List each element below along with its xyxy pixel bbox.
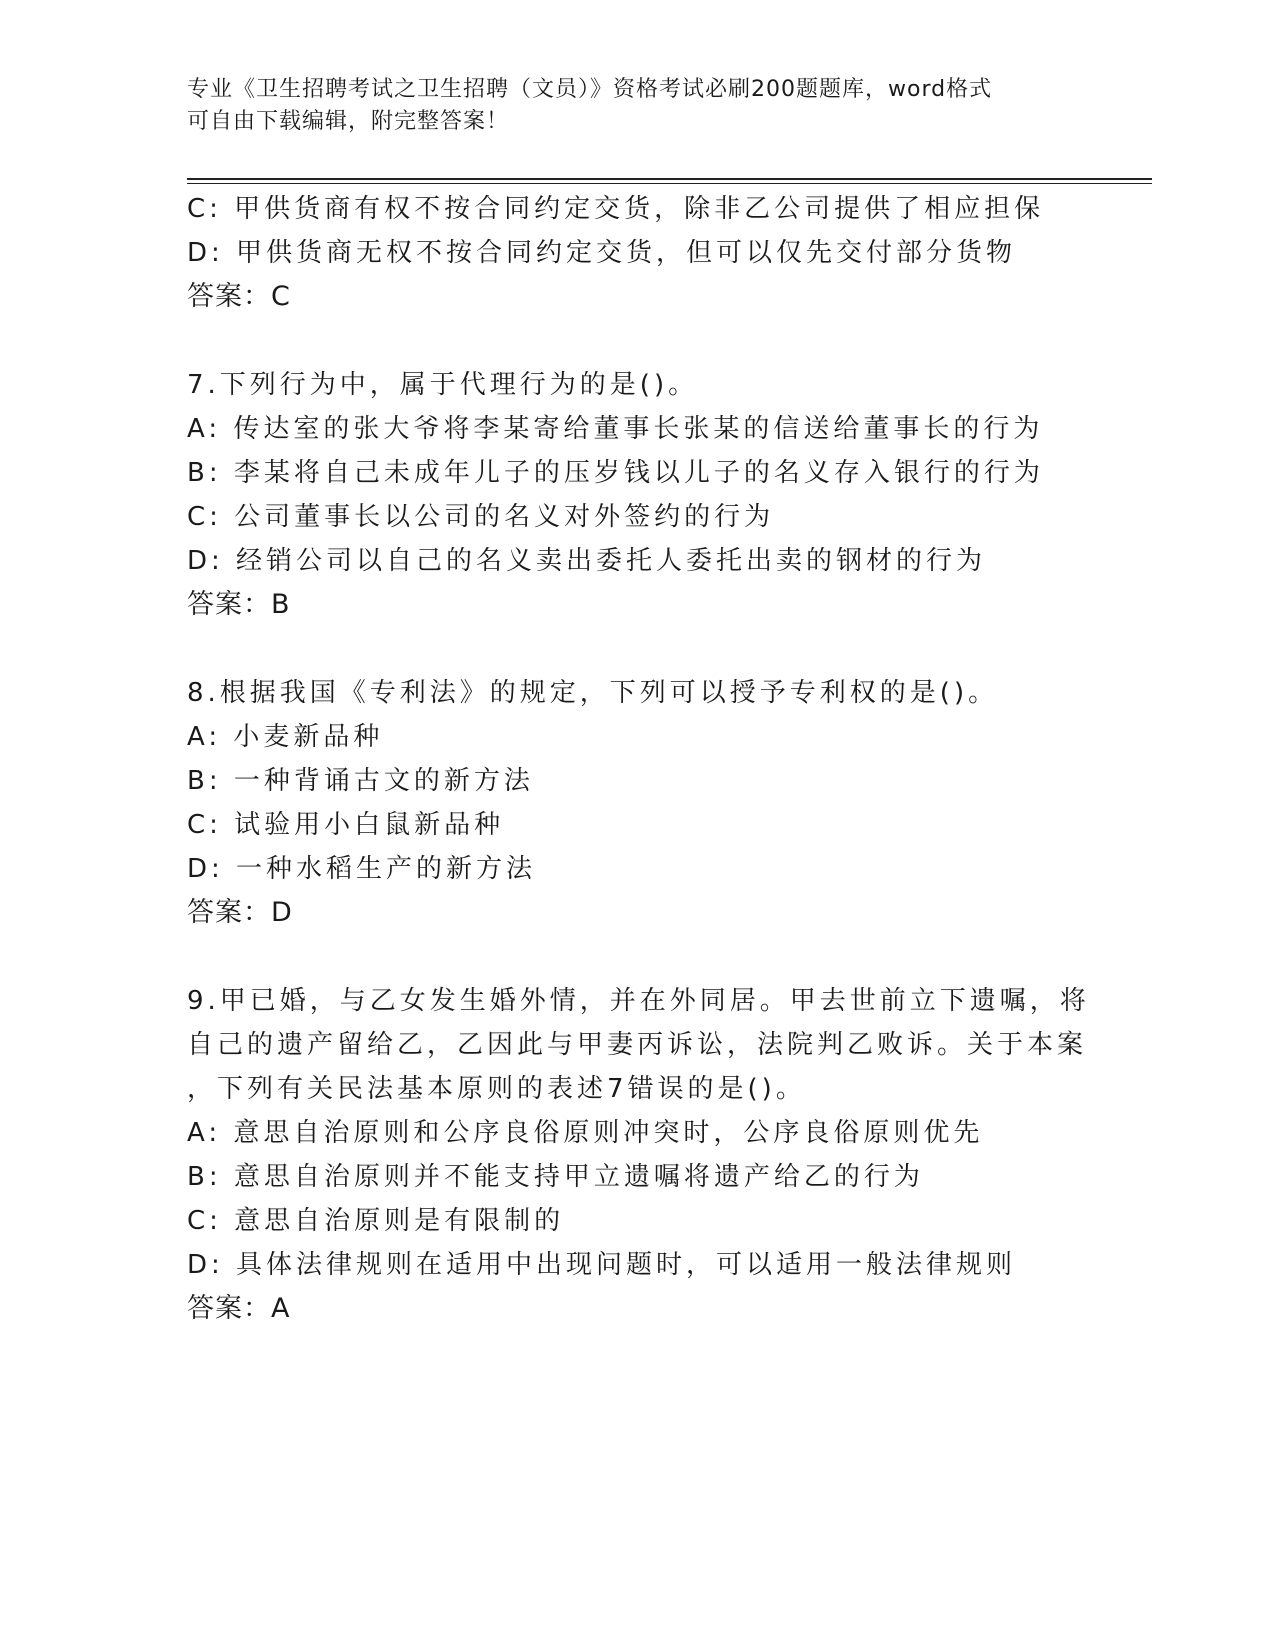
header-line-2: 可自由下载编辑，附完整答案！: [187, 109, 510, 134]
q7-option-c: C: 公司董事长以公司的名义对外签约的行为: [187, 502, 775, 532]
q8-answer: 答案：D: [187, 897, 293, 928]
q8-option-a: A: 小麦新品种: [187, 722, 384, 752]
q6-option-c: C: 甲供货商有权不按合同约定交货，除非乙公司提供了相应担保: [187, 194, 1045, 224]
q9-option-c: C: 意思自治原则是有限制的: [187, 1206, 565, 1236]
q9-stem-line-3: ，下列有关民法基本原则的表述7错误的是()。: [187, 1074, 806, 1104]
q8-stem: 8.根据我国《专利法》的规定，下列可以授予专利权的是()。: [187, 678, 999, 708]
page-header: [187, 74, 1087, 138]
q7-option-a: A: 传达室的张大爷将李某寄给董事长张某的信送给董事长的行为: [187, 414, 1044, 444]
q8-option-b: B: 一种背诵古文的新方法: [187, 766, 534, 796]
q9-stem-line-1: 9.甲已婚，与乙女发生婚外情，并在外同居。甲去世前立下遗嘱，将: [187, 986, 1090, 1016]
q9-answer: 答案：A: [187, 1293, 291, 1324]
q9-option-d: D: 具体法律规则在适用中出现问题时，可以适用一般法律规则: [187, 1250, 1017, 1280]
q7-option-d: D: 经销公司以自己的名义卖出委托人委托出卖的钢材的行为: [187, 546, 987, 576]
q7-answer: 答案：B: [187, 589, 291, 620]
q7-option-b: B: 李某将自己未成年儿子的压岁钱以儿子的名义存入银行的行为: [187, 458, 1044, 488]
q9-option-b: B: 意思自治原则并不能支持甲立遗嘱将遗产给乙的行为: [187, 1162, 924, 1192]
header-line-1: 专业《卫生招聘考试之卫生招聘（文员）》资格考试必刷200题题库，word格式: [187, 77, 993, 102]
header-rule-thin: [187, 183, 1152, 184]
q6-option-d: D: 甲供货商无权不按合同约定交货，但可以仅先交付部分货物: [187, 238, 1017, 268]
header-rule-thick: [187, 178, 1152, 180]
q9-option-a: A: 意思自治原则和公序良俗原则冲突时，公序良俗原则优先: [187, 1118, 984, 1148]
q6-answer: 答案：C: [187, 281, 291, 312]
q8-option-d: D: 一种水稻生产的新方法: [187, 854, 537, 884]
q9-stem-line-2: 自己的遗产留给乙，乙因此与甲妻丙诉讼，法院判乙败诉。关于本案: [187, 1030, 1088, 1060]
q8-option-c: C: 试验用小白鼠新品种: [187, 810, 505, 840]
q7-stem: 7.下列行为中，属于代理行为的是()。: [187, 370, 699, 400]
